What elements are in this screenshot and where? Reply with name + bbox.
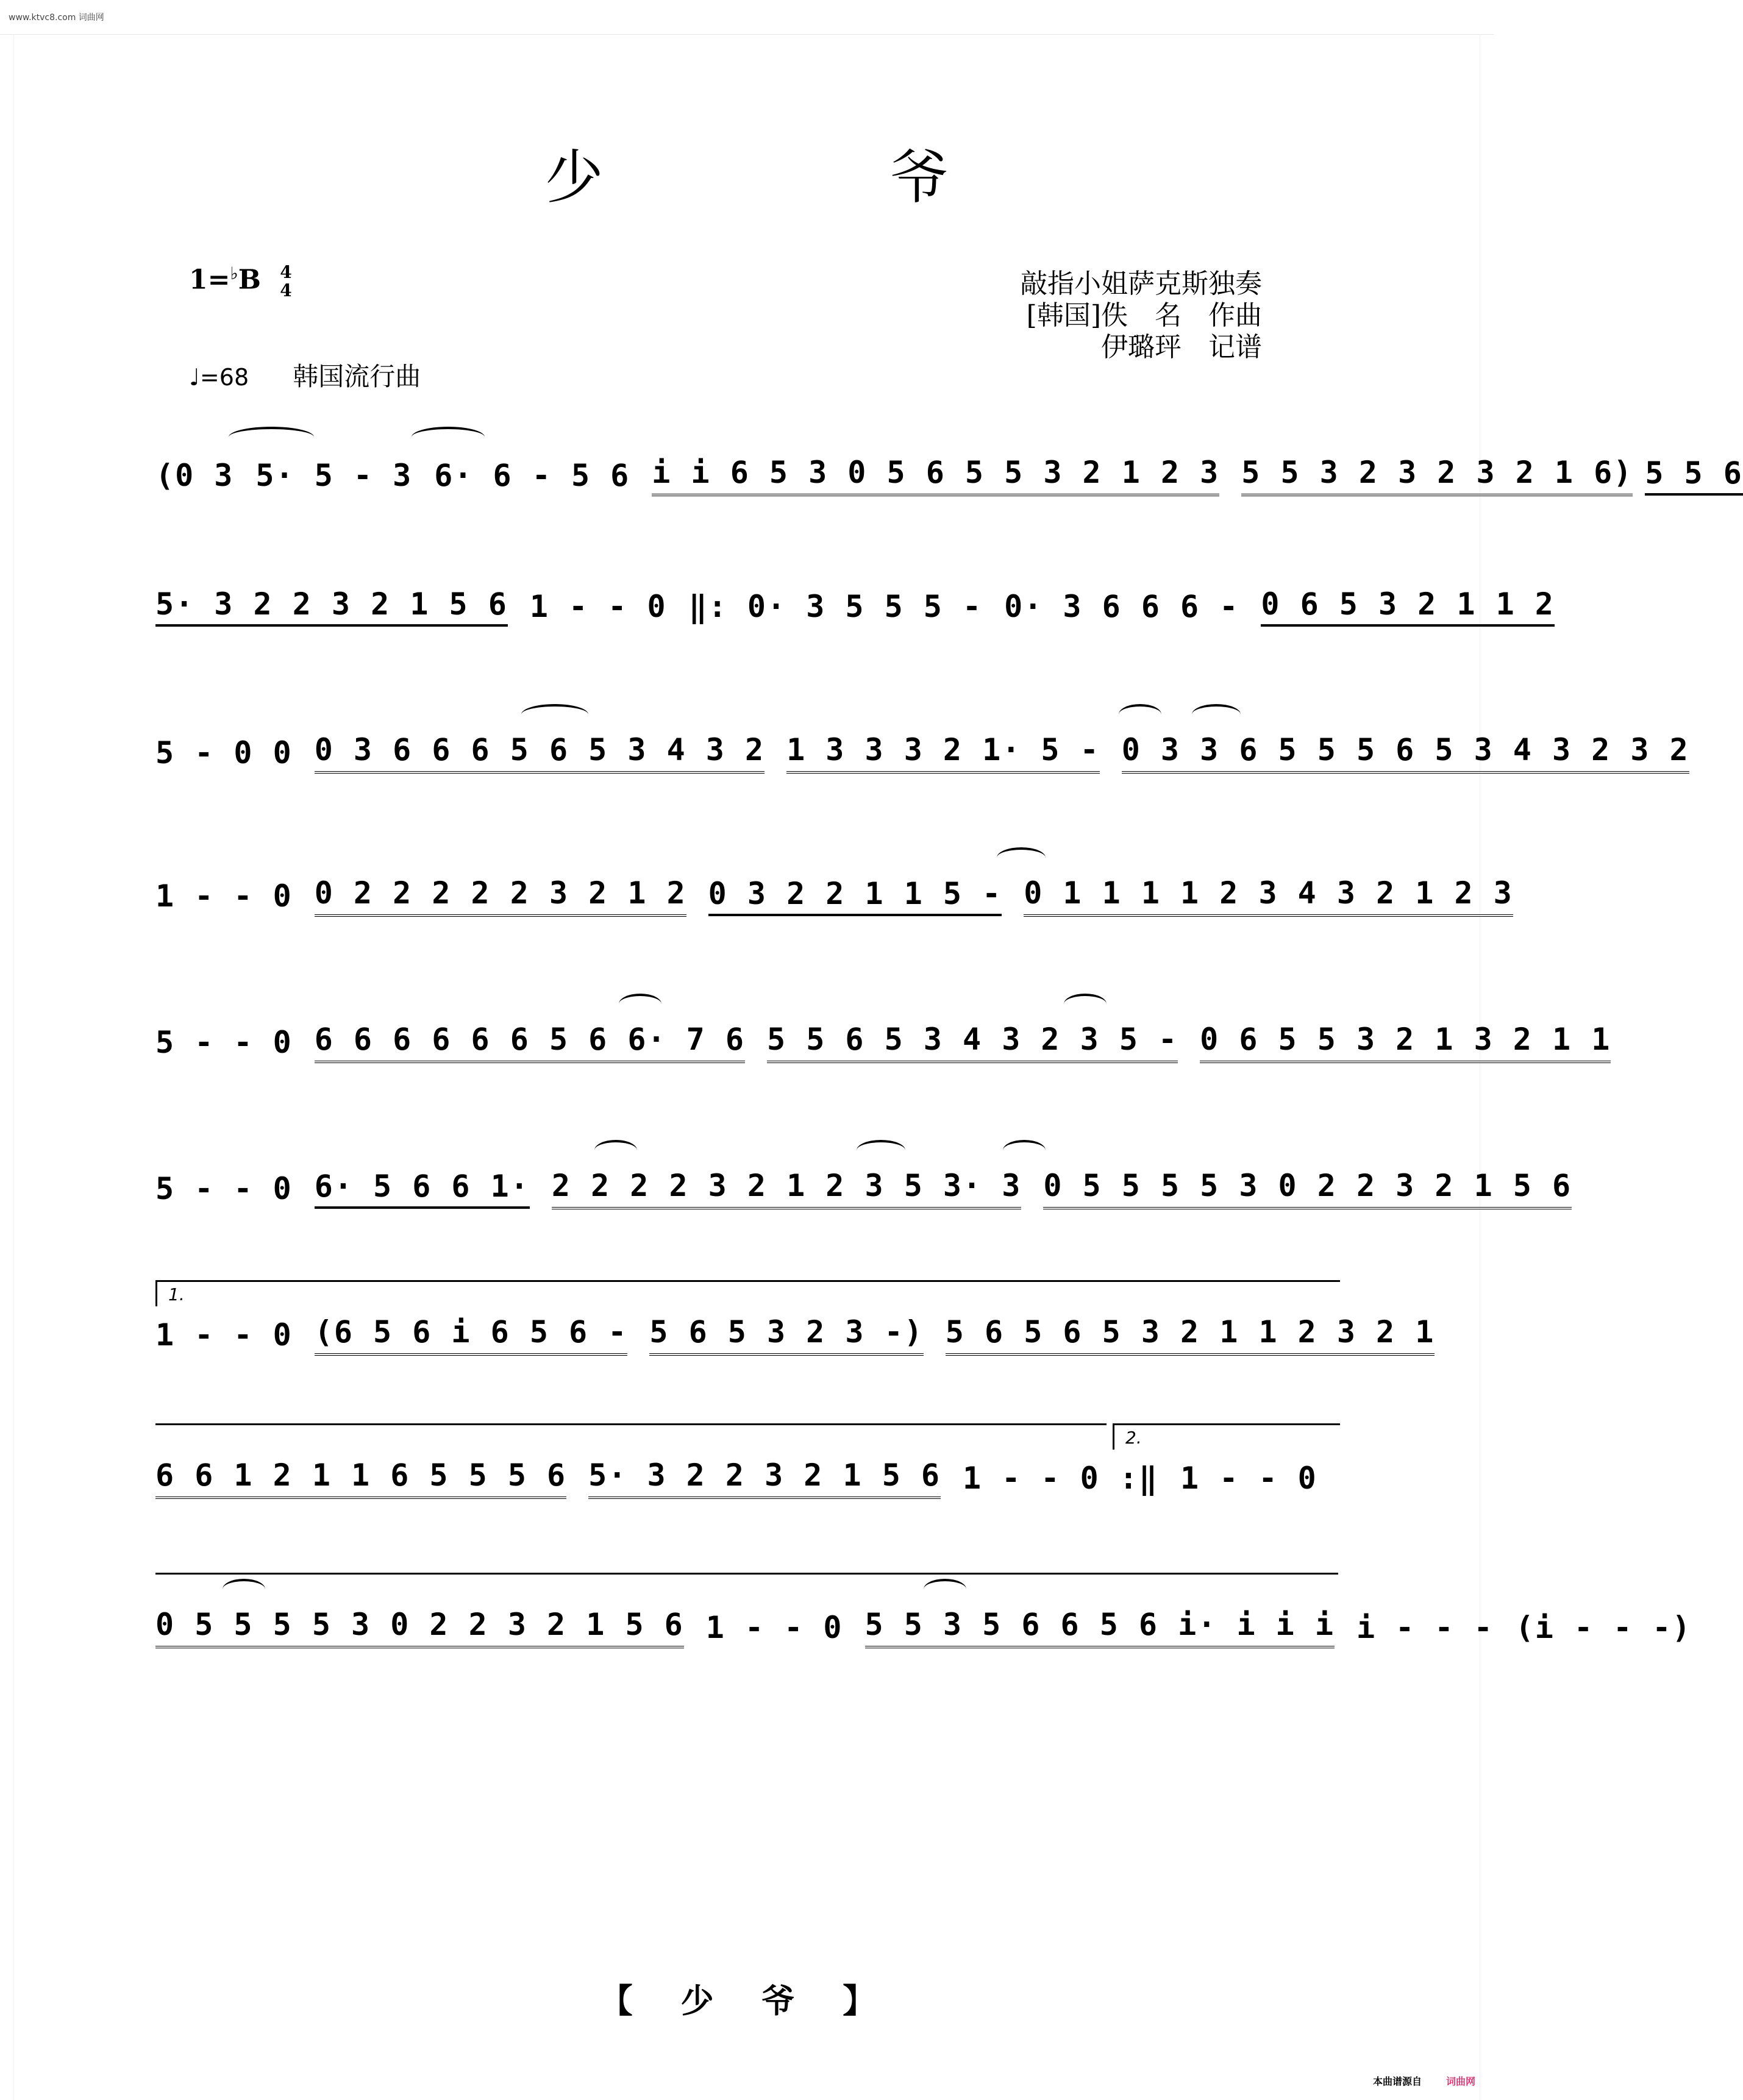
staff-system-5 <box>155 1000 1611 1073</box>
first-ending-bracket-continued <box>155 1423 1107 1450</box>
staff-system-7 <box>155 1284 1435 1365</box>
measure: 0 2 2 2 2 2 3 2 1 2 <box>315 875 686 917</box>
slur <box>521 704 588 725</box>
song-title: 少 爷 <box>544 143 1083 212</box>
measure: 1 - - 0 <box>1180 1461 1317 1496</box>
site-url: www.ktvc8.com 词曲网 <box>9 13 104 23</box>
second-ending-bracket-continued <box>155 1573 1338 1599</box>
measure: (6 5 6 i 6 5 6 - <box>315 1314 628 1356</box>
measure: 6 6 6 6 6 6 5 6 6· 7 6 <box>315 1022 745 1063</box>
measure: 5· 3 2 2 3 2 1 5 6 <box>588 1458 941 1499</box>
measure: 5· 3 2 2 3 2 1 5 6 <box>155 586 508 627</box>
measure: 0 1 1 1 1 2 3 4 3 2 1 2 3 <box>1024 875 1513 917</box>
measure: 0· 3 6 6 6 - <box>1004 589 1239 624</box>
measure: 2 2 2 2 3 2 1 2 3 5 3· 3 <box>552 1168 1021 1209</box>
key-prefix: 1= <box>189 264 230 296</box>
staff-system-4 <box>155 853 1513 927</box>
second-ending-bracket <box>1113 1423 1340 1450</box>
measure: 5 - - 0 <box>155 1171 293 1206</box>
source-text: 本曲谱源自 <box>1372 2076 1422 2087</box>
notes-row <box>155 445 1743 506</box>
measure: ‖: 0· 3 5 5 5 - <box>688 589 983 624</box>
slur <box>1192 704 1241 725</box>
measure: 1 - - 0 <box>705 1610 843 1645</box>
measure: 0 3 3 6 5 5 5 6 5 3 4 3 2 3 2 <box>1122 732 1689 774</box>
measure: 5 5 6 5 3 4 3 2 3 5 - <box>767 1022 1178 1063</box>
credits <box>1021 268 1262 363</box>
slur <box>997 847 1046 868</box>
slur <box>924 1579 966 1600</box>
slur <box>619 994 661 1014</box>
performer-credit: 敲指小姐萨克斯独奏 <box>1021 268 1262 299</box>
second-ending-label: 2. <box>1125 1428 1142 1448</box>
staff-system-1 <box>155 433 1743 506</box>
notes-row <box>155 866 1513 927</box>
staff-system-2 <box>155 564 1555 637</box>
measure: 1 - - 0 <box>155 878 293 914</box>
measure: 1 - - 0 <box>529 589 667 624</box>
time-numerator: 4 <box>280 262 292 282</box>
footer-title: 【 少 爷 】 <box>599 1981 894 2020</box>
source-stamp <box>1373 2074 1475 2088</box>
measure: (0 3 <box>155 458 234 493</box>
notes-row <box>155 1012 1611 1073</box>
first-ending-label: 1. <box>168 1284 185 1304</box>
measure: 0 3 6 6 6 5 6 5 3 4 3 2 <box>315 732 765 774</box>
measure: 1 - - 0 :‖ <box>963 1461 1159 1496</box>
left-margin-strip <box>0 34 14 2100</box>
notes-row <box>155 1597 1692 1658</box>
measure: 5 6 5 6 5 3 2 1 1 2 3 2 1 <box>946 1314 1435 1356</box>
staff-system-6 <box>155 1146 1572 1219</box>
measure: (i - - -) <box>1515 1610 1692 1645</box>
brand-logo: 词曲网 <box>1445 2076 1475 2087</box>
measure: 5 5 3 2 3 2 3 2 1 6) <box>1241 455 1633 496</box>
measure: 5· 5 - 3 <box>255 458 413 493</box>
staff-system-8 <box>155 1428 1338 1509</box>
slur <box>229 427 314 447</box>
slur <box>594 1140 637 1161</box>
top-bar <box>0 0 1494 35</box>
slur <box>223 1579 265 1600</box>
measure: 5 5 6 <box>1645 455 1743 496</box>
measure: 6· 5 6 6 1· <box>315 1169 530 1209</box>
measure: 0 3 2 2 1 1 5 - <box>708 876 1002 916</box>
slur <box>857 1140 905 1161</box>
tempo-line <box>189 357 421 393</box>
measure: 0 6 5 5 3 2 1 3 2 1 1 <box>1200 1022 1611 1063</box>
measure: 5 6 5 3 2 3 -) <box>649 1314 923 1356</box>
measure: i - - - <box>1356 1610 1494 1645</box>
measure: 0 5 5 5 5 3 0 2 2 3 2 1 5 6 <box>1043 1168 1572 1209</box>
slur <box>1119 704 1161 725</box>
transcriber-credit: 伊璐玶 记谱 <box>1101 332 1262 363</box>
notes-row <box>155 1304 1435 1365</box>
measure: 5 5 3 5 6 6 5 6 i· i i i <box>865 1607 1335 1648</box>
notes-row <box>155 1448 1338 1509</box>
measure: 1 3 3 3 2 1· 5 - <box>786 732 1100 774</box>
composer-credit: [韩国]佚 名 作曲 <box>1026 300 1262 331</box>
key-note: B <box>238 264 261 296</box>
notes-row <box>155 576 1555 637</box>
right-margin-strip <box>1480 34 1494 2100</box>
measure: i i 6 5 3 0 5 6 5 5 3 2 1 2 3 <box>652 455 1219 496</box>
notes-row <box>155 1158 1572 1219</box>
genre-label: 韩国流行曲 <box>293 361 421 391</box>
time-signature <box>280 263 291 300</box>
tempo-mark: ♩=68 <box>189 364 249 391</box>
slur <box>1003 1140 1046 1161</box>
measure: 6 6 1 2 1 1 6 5 5 5 6 <box>155 1458 566 1499</box>
measure: 0 6 5 3 2 1 1 2 <box>1261 586 1555 627</box>
staff-system-9 <box>155 1585 1692 1658</box>
flat-sign: ♭ <box>230 263 238 283</box>
time-denominator: 4 <box>280 280 292 301</box>
staff-system-3 <box>155 710 1689 783</box>
measure: 1 - - 0 <box>155 1317 293 1353</box>
slur <box>1064 994 1107 1014</box>
key-signature <box>189 263 292 300</box>
measure: 0 5 5 5 5 3 0 2 2 3 2 1 5 6 <box>155 1607 684 1648</box>
measure: 6· 6 - 5 6 <box>434 458 630 493</box>
notes-row <box>155 722 1689 783</box>
slur <box>412 427 485 447</box>
first-ending-bracket <box>155 1280 1340 1306</box>
measure: 5 - 0 0 <box>155 735 293 771</box>
measure: 5 - - 0 <box>155 1025 293 1060</box>
